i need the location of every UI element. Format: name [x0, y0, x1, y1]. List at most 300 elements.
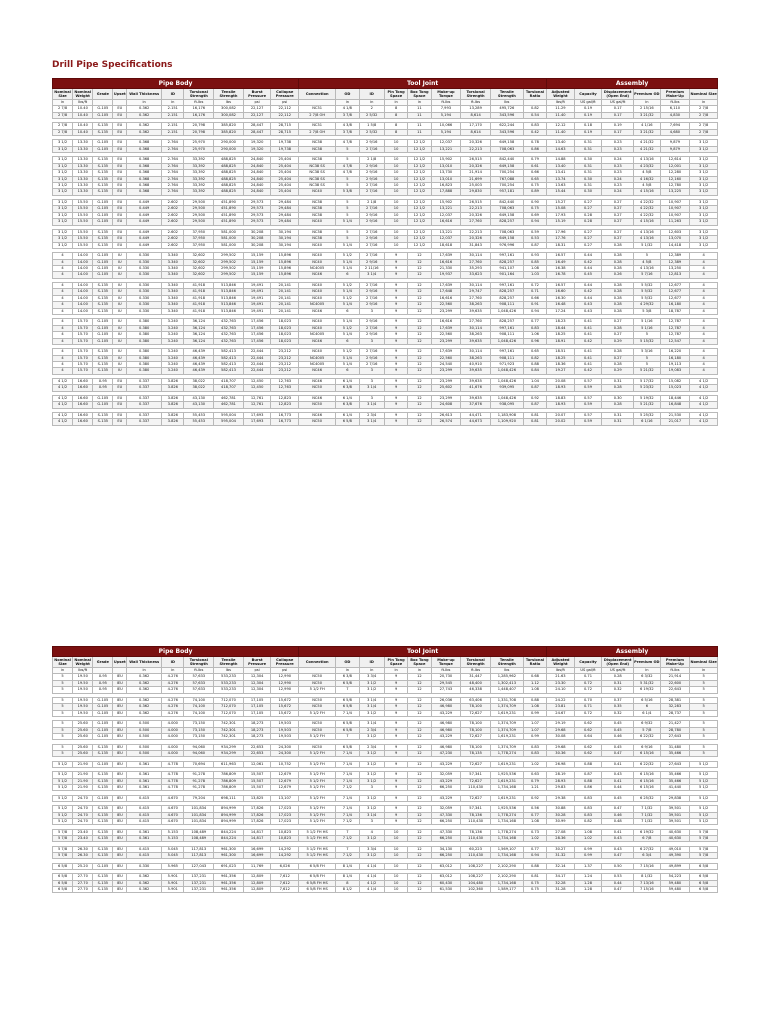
table-cell: 39,501 [660, 819, 690, 825]
table-cell: 43,229 [431, 795, 461, 801]
table-cell: 19,937 [431, 272, 461, 278]
table-cell: 513,846 [214, 289, 244, 295]
table-cell: 12,761 [243, 395, 271, 401]
table-cell: 19,491 [243, 308, 271, 314]
table-cell: EU [113, 378, 127, 384]
table-cell: 3 [359, 819, 384, 825]
column-header: Adjusted Weight [547, 89, 575, 100]
table-cell: X-95 [93, 385, 113, 391]
table-cell: 4 [53, 302, 73, 308]
table-cell: 12 [408, 259, 431, 265]
table-cell: 828,257 [490, 289, 523, 295]
table-cell: 5 7/8 [690, 829, 718, 835]
table-cell: 0.380 [127, 368, 162, 374]
table-cell: 15,902 [431, 157, 461, 163]
table-cell: 101,834 [184, 812, 214, 818]
table-cell: 708,063 [490, 229, 523, 235]
table-cell: 5 3/16 [634, 349, 661, 355]
table-cell: 17,105 [243, 710, 271, 716]
unit-cell: US gal/ft [602, 668, 634, 674]
column-header: Make-up Torque [431, 89, 461, 100]
table-cell: 0.27 [602, 319, 634, 325]
table-cell: 5 1/32 [634, 242, 661, 248]
table-cell: 33,392 [184, 170, 214, 176]
table-cell: 72,627 [461, 778, 491, 784]
table-cell: IU [113, 253, 127, 259]
table-cell: G-105 [93, 259, 113, 265]
table-cell: 13,221 [431, 146, 461, 152]
table-cell: 10 [384, 176, 407, 182]
table-cell: 0.59 [574, 402, 602, 408]
table-cell: S-135 [93, 829, 113, 835]
table-cell: 6 3/8 [336, 402, 359, 408]
table-cell: 94,060 [184, 751, 214, 757]
unit-cell: in [53, 100, 73, 106]
table-cell: 2 1/8 [359, 157, 384, 163]
table-cell: 3 21/32 [634, 129, 661, 135]
table-cell: 0.28 [602, 402, 634, 408]
table-cell: EU [113, 189, 127, 195]
table-cell: 13.40 [547, 163, 575, 169]
table-cell: 3.240 [162, 319, 184, 325]
table-cell: 1,048,426 [490, 368, 523, 374]
table-cell: 0.415 [127, 853, 162, 859]
table-cell: 19.50 [73, 710, 93, 716]
table-cell: 1,619,231 [490, 778, 523, 784]
table-cell: IEU [113, 819, 127, 825]
table-cell: 0.337 [127, 419, 162, 425]
table-cell: 0.500 [127, 727, 162, 733]
table-cell: IEU [113, 863, 127, 869]
table-cell: 3 1/2 [53, 170, 73, 176]
table-cell: 2 7/8 [690, 112, 718, 118]
table-cell: 2 7/16 [359, 253, 384, 259]
table-cell: 11,769 [243, 863, 271, 869]
table-cell: 17,639 [431, 349, 461, 355]
table-cell: 6 5/8 [53, 887, 73, 893]
table-cell: 12 [408, 283, 431, 289]
table-cell: 5 1/2 FH [299, 778, 336, 784]
table-cell: IEU [113, 887, 127, 893]
table-cell: 4.276 [162, 674, 184, 680]
table-cell: 0.31 [602, 419, 634, 425]
table-cell: 5.901 [162, 880, 184, 886]
table-cell: 13.40 [547, 140, 575, 146]
table-cell: G-105 [93, 266, 113, 272]
table-cell: 1,619,231 [490, 710, 523, 716]
table-cell: 5 1/4 [336, 319, 359, 325]
table-cell: 22,560 [431, 302, 461, 308]
table-cell: 9 [384, 361, 407, 367]
table-cell: 12 [408, 308, 431, 314]
table-cell: EU [113, 412, 127, 418]
table-cell: 8 [384, 123, 407, 129]
table-cell: 17,648 [431, 289, 461, 295]
table-cell: 35,466 [660, 751, 690, 757]
table-cell: 21,427 [660, 721, 690, 727]
unit-cell: US gal/ft [602, 100, 634, 106]
table-cell: 19.50 [73, 674, 93, 680]
table-cell: 10 [384, 880, 407, 886]
table-cell: 46,980 [431, 721, 461, 727]
table-cell: 0.48 [602, 819, 634, 825]
table-cell: 0.449 [127, 206, 162, 212]
table-cell: 2.764 [162, 157, 184, 163]
table-cell: 649,158 [490, 140, 523, 146]
table-cell: 0.415 [127, 846, 162, 852]
table-cell: 108,489 [184, 836, 214, 842]
table-cell: 5 1/2 FH [299, 812, 336, 818]
table-cell: 17,456 [243, 332, 271, 338]
table-cell: 4 7/8 [336, 140, 359, 146]
table-cell: 26,515 [461, 157, 491, 163]
table-cell: NC38 SS [299, 170, 336, 176]
unit-cell: in [359, 668, 384, 674]
table-cell: 2 9/16 [359, 176, 384, 182]
table-cell: 12 [408, 674, 431, 680]
table-cell: 3.340 [162, 289, 184, 295]
table-cell: 6 3/8 [336, 385, 359, 391]
table-cell: 23,212 [271, 361, 299, 367]
table-cell: 7 1/4 [336, 778, 359, 784]
table-cell: 7 1/2 [336, 853, 359, 859]
unit-cell: psi [271, 668, 299, 674]
table-cell: 2 9/16 [359, 289, 384, 295]
table-cell: 44,673 [461, 419, 491, 425]
table-cell: G-105 [93, 697, 113, 703]
table-cell: 49,390 [660, 853, 690, 859]
table-cell: 12,809 [243, 880, 271, 886]
table-cell: 2.764 [162, 183, 184, 189]
table-cell: 4 1/4 [359, 863, 384, 869]
table-cell: NC40 [299, 259, 336, 265]
table-cell: 61,530 [431, 887, 461, 893]
table-cell: 299,502 [214, 266, 244, 272]
table-cell: 25,404 [271, 189, 299, 195]
table-cell: 4.778 [162, 778, 184, 784]
table-cell: 0.41 [574, 332, 602, 338]
table-cell: 6 25/32 [634, 795, 661, 801]
table-cell: 6 [336, 272, 359, 278]
table-cell: 2 7/16 [359, 295, 384, 301]
table-cell: 2.602 [162, 236, 184, 242]
table-cell: 2 9/16 [359, 259, 384, 265]
table-cell: 18,787 [660, 308, 690, 314]
table-cell: 19.50 [73, 687, 93, 693]
table-cell: 12,787 [660, 332, 690, 338]
table-cell: 1,048,426 [490, 338, 523, 344]
table-cell: 63,406 [461, 697, 491, 703]
table-cell: 10 [384, 189, 407, 195]
table-cell: 4 22/32 [634, 206, 661, 212]
table-cell: 23,299 [431, 368, 461, 374]
table-cell: 12 [408, 402, 431, 408]
column-header: Make-up Torque [431, 657, 461, 668]
table-cell: 110,430 [461, 836, 491, 842]
table-cell: 0.83 [523, 744, 546, 750]
table-cell: 22,653 [243, 744, 271, 750]
table-cell: 9 [384, 674, 407, 680]
table-cell: 3 1/2 [53, 242, 73, 248]
table-cell: 21,914 [660, 674, 690, 680]
table-cell: 0.72 [523, 283, 546, 289]
table-cell: 10 [384, 863, 407, 869]
table-cell: 1.37 [574, 863, 602, 869]
table-cell: 15,023 [660, 385, 690, 391]
table-cell: 7 1/2 [336, 819, 359, 825]
table-cell: 0.368 [127, 140, 162, 146]
table-cell: G-105 [93, 112, 113, 118]
table-cell: 0.500 [127, 751, 162, 757]
table-cell: 0.47 [602, 887, 634, 893]
table-cell: 2 9/16 [359, 219, 384, 225]
table-cell: 1.08 [523, 687, 546, 693]
table-cell: 2 7/16 [359, 229, 384, 235]
table-cell: 582,413 [214, 361, 244, 367]
table-cell: S-135 [93, 874, 113, 880]
table-cell: 3 1/2 [53, 229, 73, 235]
table-cell: 78,136 [461, 829, 491, 835]
table-cell: 300,082 [214, 112, 244, 118]
table-cell: 29,484 [271, 200, 299, 206]
table-cell: 20,326 [461, 163, 491, 169]
table-cell: 2.764 [162, 163, 184, 169]
table-cell: 0.23 [602, 146, 634, 152]
table-cell: 2.602 [162, 242, 184, 248]
table-cell: 0.59 [574, 385, 602, 391]
table-cell: 94,060 [184, 744, 214, 750]
table-cell: 2 7/8 [53, 123, 73, 129]
table-cell: 0.27 [602, 355, 634, 361]
table-cell: 18.91 [547, 338, 575, 344]
table-cell: 73,150 [184, 721, 214, 727]
table-cell: 533,233 [214, 687, 244, 693]
table-cell: 5 1/2 [336, 253, 359, 259]
table-cell: 18.31 [547, 242, 575, 248]
table-cell: 12 1/2 [408, 157, 431, 163]
page-title: Drill Pipe Specifications [52, 60, 173, 70]
table-cell: 0.362 [127, 674, 162, 680]
table-cell: 0.82 [574, 819, 602, 825]
table-cell: 70,694 [184, 761, 214, 767]
table-cell: 2 7/16 [359, 242, 384, 248]
table-cell: 12 [408, 806, 431, 812]
table-cell: 5.965 [162, 863, 184, 869]
table-cell: 27.70 [73, 880, 93, 886]
group-header: Pipe Body [53, 79, 299, 89]
table-cell: 299,502 [214, 259, 244, 265]
table-cell: 5 [690, 727, 718, 733]
table-cell: 3.240 [162, 338, 184, 344]
table-cell: G-105 [93, 338, 113, 344]
table-cell: 0.337 [127, 395, 162, 401]
table-cell: 12 [408, 253, 431, 259]
table-cell: 30,114 [461, 253, 491, 259]
table-cell: 14,817 [243, 836, 271, 842]
table-cell: 4 [53, 289, 73, 295]
table-cell: 0.31 [574, 183, 602, 189]
table-cell: 7 [336, 846, 359, 852]
table-cell: 7 1/4 [336, 751, 359, 757]
table-cell: 4.000 [162, 734, 184, 740]
table-cell: 0.42 [574, 338, 602, 344]
table-cell: 35,293 [461, 266, 491, 272]
table-cell: S-135 [93, 123, 113, 129]
table-cell: 4 1/2 [53, 395, 73, 401]
table-cell: 6 15/16 [634, 785, 661, 791]
table-cell: 1,778,274 [490, 751, 523, 757]
table-cell: NC40 [299, 219, 336, 225]
table-cell: G-105 [93, 206, 113, 212]
table-cell: IU [113, 302, 127, 308]
table-cell: 73,150 [184, 734, 214, 740]
column-header: Pin Tong Space [384, 89, 407, 100]
table-cell: 15.19 [547, 219, 575, 225]
table-cell: 22,127 [243, 112, 271, 118]
table-cell: 5 23/32 [634, 385, 661, 391]
table-cell: 0.77 [523, 846, 546, 852]
table-cell: IU [113, 338, 127, 344]
table-cell: 4 [53, 272, 73, 278]
table-cell: 0.44 [602, 880, 634, 886]
table-cell: S-135 [93, 236, 113, 242]
table-cell: 2 3/4 [359, 744, 384, 750]
table-cell: 5 1/2 FH [299, 806, 336, 812]
table-cell: IEU [113, 836, 127, 842]
table-cell: IU [113, 259, 127, 265]
table-cell: 12,787 [660, 319, 690, 325]
table-cell: 0.46 [602, 812, 634, 818]
table-cell: 0.330 [127, 259, 162, 265]
table-cell: 22,127 [243, 106, 271, 112]
table-cell: 13.30 [73, 140, 93, 146]
table-cell: 16,773 [271, 412, 299, 418]
table-cell: 127,043 [184, 863, 214, 869]
unit-cell: lbs/ft [73, 668, 93, 674]
table-cell: EU [113, 385, 127, 391]
table-cell: 3 1/2 [53, 219, 73, 225]
table-cell: 12,809 [243, 887, 271, 893]
table-cell: 462,781 [214, 395, 244, 401]
table-cell: 104,480 [461, 880, 491, 886]
table-cell: 20,141 [271, 295, 299, 301]
table-cell: 581,000 [214, 242, 244, 248]
table-cell: 462,781 [214, 402, 244, 408]
table-cell: 14.00 [73, 289, 93, 295]
table-cell: 290,000 [214, 140, 244, 146]
table-cell: 0.45 [602, 721, 634, 727]
table-cell: NC50 [299, 727, 336, 733]
table-cell: 7 1/2 [336, 836, 359, 842]
table-cell: 4 [53, 325, 73, 331]
table-cell: 1.21 [523, 785, 546, 791]
table-cell: 4 1/2 [53, 378, 73, 384]
table-cell: S-135 [93, 183, 113, 189]
table-cell: 5 1/2 [53, 806, 73, 812]
table-cell: 0.330 [127, 272, 162, 278]
table-cell: 6 [634, 704, 661, 710]
table-cell: 16.38 [547, 266, 575, 272]
table-cell: 9 [384, 812, 407, 818]
table-cell: 41,918 [184, 289, 214, 295]
table-cell: 0.28 [602, 242, 634, 248]
table-cell: 0.415 [127, 819, 162, 825]
table-cell: 25,404 [271, 163, 299, 169]
table-cell: 18.25 [547, 355, 575, 361]
table-cell: 5 1/2 FH [299, 751, 336, 757]
table-cell: 0.337 [127, 402, 162, 408]
table-cell: 4.000 [162, 727, 184, 733]
table-cell: 26,036 [431, 697, 461, 703]
table-cell: 10,823 [271, 836, 299, 842]
table-cell: 2.764 [162, 189, 184, 195]
table-cell: 6 5/8 [336, 419, 359, 425]
table-cell: 1 5/8 [359, 123, 384, 129]
table-cell: 828,257 [490, 295, 523, 301]
table-cell: IEU [113, 687, 127, 693]
table-cell: 5 7/8 [53, 853, 73, 859]
column-header: Capacity [574, 89, 602, 100]
table-cell: 0.41 [602, 778, 634, 784]
table-cell: NC38 [299, 140, 336, 146]
table-cell: 32,602 [184, 253, 214, 259]
table-cell: 12 [408, 874, 431, 880]
table-cell: 8 [336, 880, 359, 886]
table-cell: 1.07 [523, 721, 546, 727]
table-cell: 15,507 [243, 778, 271, 784]
unit-cell: in [336, 668, 359, 674]
table-cell: 20,141 [271, 283, 299, 289]
table-cell: 6 7/8 [634, 836, 661, 842]
table-cell: 8,614 [461, 129, 491, 135]
column-header: Torsional Strength [461, 89, 491, 100]
table-cell: 7 1/4 [336, 806, 359, 812]
table-cell: 16,616 [431, 259, 461, 265]
table-cell: 0.28 [602, 674, 634, 680]
table-cell: 691,023 [214, 863, 244, 869]
table-cell: 4 1/2 [53, 385, 73, 391]
table-cell: 14.00 [73, 266, 93, 272]
table-cell: 1.02 [523, 761, 546, 767]
table-cell: 4 15/16 [634, 189, 661, 195]
table-cell: 10 [384, 229, 407, 235]
table-cell: 0.28 [574, 219, 602, 225]
table-cell: 2,102,290 [490, 874, 523, 880]
group-header: Tool Joint [299, 647, 547, 657]
table-cell: 6 [336, 368, 359, 374]
table-cell: 13.30 [73, 189, 93, 195]
table-cell: 5 [690, 674, 718, 680]
table-cell: 513,846 [214, 283, 244, 289]
table-cell: 0.86 [574, 785, 602, 791]
table-cell: 5 15/32 [634, 338, 661, 344]
table-cell: 18.36 [547, 361, 575, 367]
table-cell: 0.30 [602, 395, 634, 401]
table-cell: 4 [53, 253, 73, 259]
table-cell: 5 1/2 FH [299, 761, 336, 767]
table-cell: 6 5/8 [690, 863, 718, 869]
table-cell: 5 7/16 [634, 272, 661, 278]
table-cell: 9,879 [660, 146, 690, 152]
table-cell: 2 5/32 [359, 112, 384, 118]
unit-cell: US gal/ft [574, 100, 602, 106]
table-cell: S-135 [93, 751, 113, 757]
table-cell: EU [113, 242, 127, 248]
table-cell: 32,602 [184, 272, 214, 278]
table-cell: 12,787 [660, 325, 690, 331]
table-cell: G-105 [93, 863, 113, 869]
table-cell: 0.30 [574, 176, 602, 182]
